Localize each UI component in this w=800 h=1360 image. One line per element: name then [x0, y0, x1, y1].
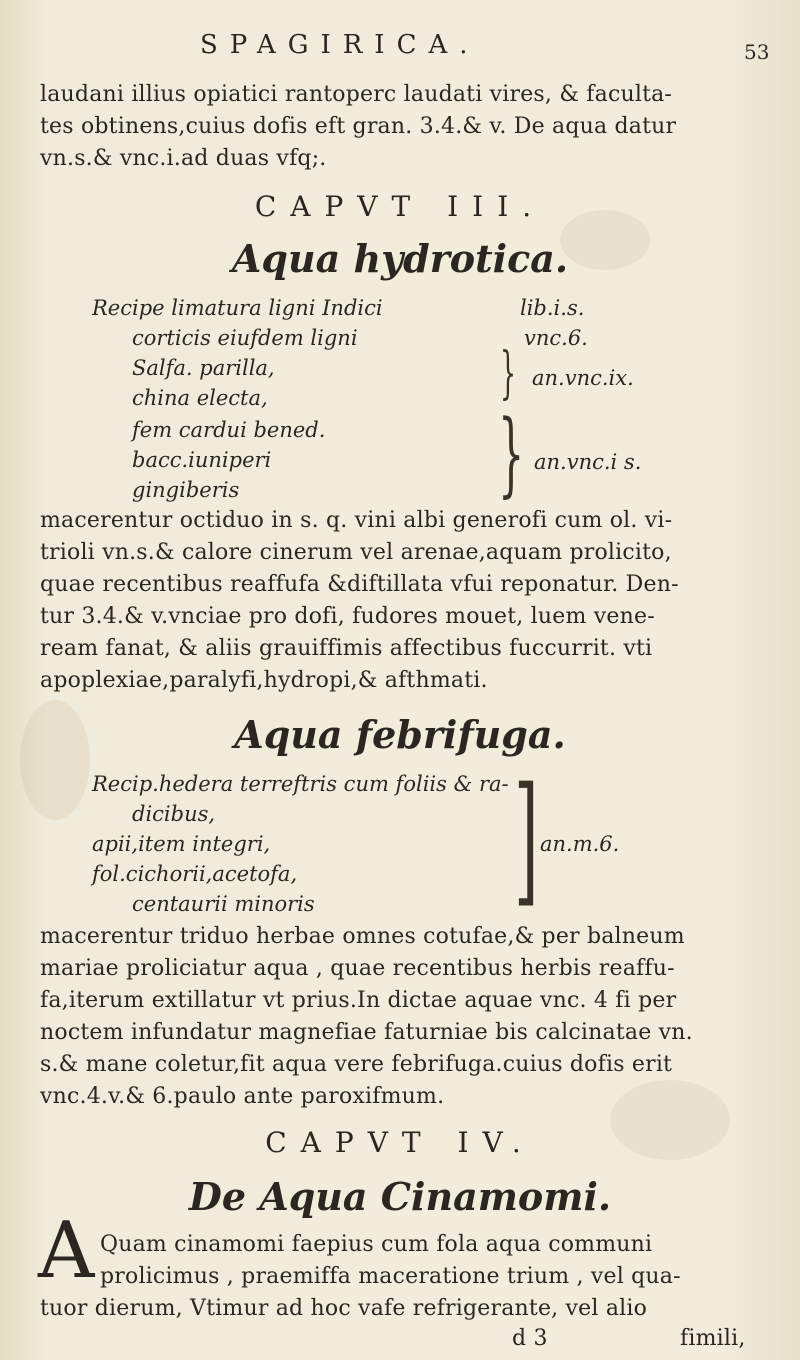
text-line: vn.s.& vnc.i.ad duas vfq;.	[40, 146, 327, 171]
text-line: Quam cinamomi faepius cum fola aqua communi	[100, 1232, 653, 1257]
chapter-heading: CAPVT IV.	[265, 1126, 535, 1159]
signature-mark: d 3	[512, 1326, 548, 1351]
catchword: fimili,	[680, 1326, 746, 1351]
text-line: quae recentibus reaffufa &diftillata vfui reponatur. Den-	[40, 572, 679, 597]
brace-glyph: }	[498, 400, 525, 507]
recipe-ingredient: centaurii minoris	[132, 892, 315, 916]
text-line: ream fanat, & aliis grauiffimis affectibus fuccurrit. vti	[40, 636, 653, 661]
recipe-ingredient: fem cardui bened.	[132, 418, 326, 442]
text-line: mariae proliciatur aqua , quae recentibus herbis reaffu-	[40, 956, 675, 981]
recipe-quantity: lib.i.s.	[520, 296, 585, 320]
brace-glyph: ]	[514, 758, 539, 921]
recipe-quantity: an.vnc.i s.	[534, 450, 642, 474]
running-header: SPAGIRICA.	[200, 30, 480, 60]
text-line: apoplexiae,paralyfi,hydropi,& afthmati.	[40, 668, 488, 693]
text-line: prolicimus , praemiffa maceratione trium , vel qua-	[100, 1264, 681, 1289]
text-line: s.& mane coletur,fit aqua vere febrifuga.cuius dofis erit	[40, 1052, 673, 1077]
text-line: macerentur octiduo in s. q. vini albi generofi cum ol. vi-	[40, 508, 673, 533]
recipe-ingredient: china electa,	[132, 386, 268, 410]
text-line: fa,iterum extillatur vt prius.In dictae aquae vnc. 4 fi per	[40, 988, 677, 1013]
recipe-ingredient: Recip.hedera terreftris cum foliis & ra-	[92, 772, 509, 796]
recipe-ingredient: apii,item integri,	[92, 832, 271, 856]
recipe-ingredient: gingiberis	[132, 478, 240, 502]
chapter-heading: CAPVT III.	[254, 190, 546, 223]
recipe-ingredient: Salfa. parilla,	[132, 356, 275, 380]
text-line: macerentur triduo herbae omnes cotufae,& per balneum	[40, 924, 685, 949]
text-line: vnc.4.v.& 6.paulo ante paroxifmum.	[40, 1084, 445, 1109]
text-line: laudani illius opiatici rantoperc laudati vires, & faculta-	[40, 82, 673, 107]
recipe-ingredient: bacc.iuniperi	[132, 448, 272, 472]
recipe-quantity: an.vnc.ix.	[532, 366, 634, 390]
text-line: noctem infundatur magnefiae faturniae bis calcinatae vn.	[40, 1020, 693, 1045]
drop-capital: A	[38, 1206, 95, 1296]
section-title: Aqua hydrotica.	[231, 236, 569, 281]
text-line: tes obtinens,cuius dofis eft gran. 3.4.& v. De aqua datur	[40, 114, 677, 139]
page-number: 53	[744, 40, 770, 64]
section-title: Aqua febrifuga.	[234, 712, 566, 757]
brace-glyph: }	[500, 341, 517, 406]
recipe-ingredient: dicibus,	[132, 802, 216, 826]
text-line: tur 3.4.& v.vnciae pro dofi, fudores mouet, luem vene-	[40, 604, 655, 629]
recipe-quantity: an.m.6.	[540, 832, 620, 856]
section-title: De Aqua Cinamomi.	[188, 1174, 612, 1219]
recipe-ingredient: fol.cichorii,acetofa,	[92, 862, 298, 886]
text-line: tuor dierum, Vtimur ad hoc vafe refrigerante, vel alio	[40, 1296, 648, 1321]
recipe-ingredient: corticis eiufdem ligni	[132, 326, 358, 350]
text-line: trioli vn.s.& calore cinerum vel arenae,aquam prolicito,	[40, 540, 672, 565]
recipe-quantity: vnc.6.	[524, 326, 588, 350]
recipe-ingredient: Recipe limatura ligni Indici	[92, 296, 383, 320]
